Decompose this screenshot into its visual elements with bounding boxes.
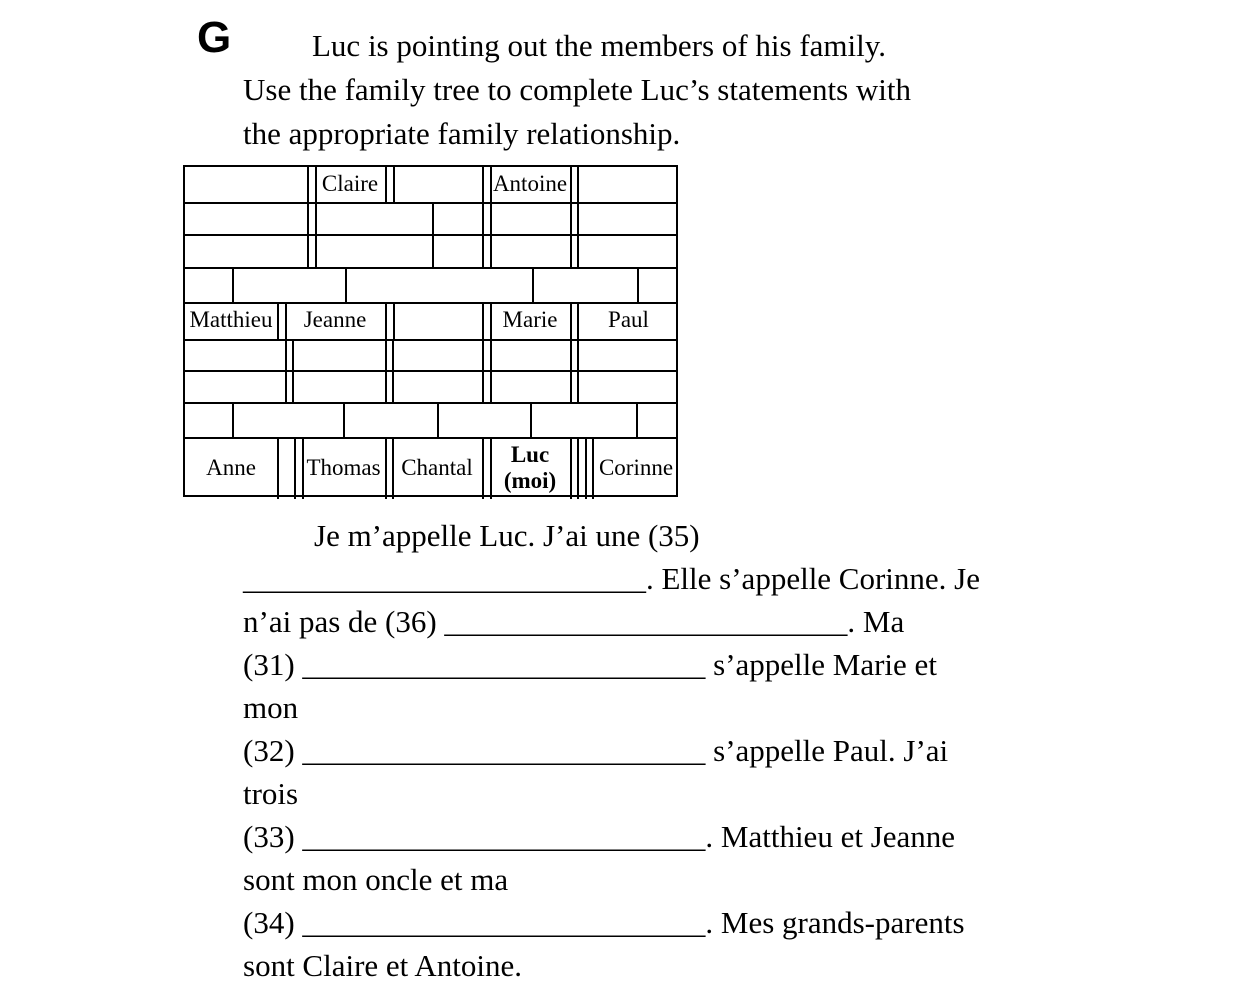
grid-line [285,339,287,370]
grid-line [490,167,492,202]
tree-name-luc-line2: (moi) [503,468,557,493]
grid-line [185,302,676,304]
exercise-line: n’ai pas de (36) __________________________. Ma [243,604,905,639]
grid-line [577,370,579,402]
tree-name-claire: Claire [321,171,379,197]
grid-line [490,370,492,402]
grid-line [532,267,534,302]
exercise-line: __________________________. Elle s’appelle Corinne. Je [243,561,981,596]
tree-name-paul: Paul [608,307,649,333]
exercise-line: mon [243,690,299,725]
grid-line [343,402,345,437]
grid-line [637,267,639,302]
grid-line [393,167,395,202]
tree-name-luc [490,437,570,499]
grid-line [482,339,484,370]
grid-line [577,167,579,202]
grid-line [285,302,287,339]
grid-line [185,339,676,341]
exercise-line: trois [243,776,299,811]
grid-line [432,234,434,267]
grid-line [392,339,394,370]
grid-line [577,202,579,234]
grid-line [577,234,579,267]
grid-line [577,339,579,370]
grid-line [292,370,294,402]
grid-line [482,202,484,234]
exercise-line: Je m’appelle Luc. J’ai une (35) [314,518,700,553]
grid-line [490,302,492,339]
grid-line [393,302,395,339]
grid-line [490,202,492,234]
grid-line [302,437,304,499]
grid-line [392,437,394,499]
grid-line [385,339,387,370]
grid-line [385,370,387,402]
grid-line [570,202,572,234]
grid-line [292,339,294,370]
exercise-line: (31) __________________________ s’appelle Marie et [243,647,937,682]
exercise-text [243,514,980,987]
tree-name-corinne: Corinne [598,454,674,480]
grid-line [285,370,287,402]
exercise-line: (32) __________________________ s’appelle Paul. J’ai [243,733,949,768]
exercise-line: sont mon oncle et ma [243,862,509,897]
family-tree-table [183,165,678,497]
grid-line [307,202,309,234]
grid-line [636,402,638,437]
grid-line [490,339,492,370]
instructions-line: the appropriate family relationship. [243,116,681,151]
grid-line [482,167,484,202]
grid-line [490,437,492,499]
grid-line [385,167,387,202]
tree-name-jeanne: Jeanne [303,307,367,333]
grid-line [232,267,234,302]
grid-line [570,167,572,202]
grid-line [592,437,594,499]
grid-line [315,234,317,267]
grid-line [277,437,279,499]
tree-name-antoine: Antoine [492,171,568,197]
tree-name-anne: Anne [206,454,256,480]
exercise-line: (33) __________________________. Matthieu et Jeanne [243,819,956,854]
grid-line [307,167,309,202]
grid-line [482,234,484,267]
grid-line [185,267,676,269]
grid-line [490,234,492,267]
tree-name-thomas: Thomas [306,454,381,480]
instructions-line: Use the family tree to complete Luc’s statements with [243,72,912,107]
grid-line [185,234,676,236]
grid-line [577,437,579,499]
grid-line [577,302,579,339]
grid-line [437,402,439,437]
grid-line [185,202,676,204]
grid-line [307,234,309,267]
grid-line [185,370,676,372]
grid-line [530,402,532,437]
grid-line [392,370,394,402]
exercise-line: sont Claire et Antoine. [243,948,522,983]
grid-line [482,370,484,402]
instructions [243,24,911,156]
tree-name-matthieu: Matthieu [189,307,273,333]
instructions-line: Luc is pointing out the members of his family. [312,28,886,63]
tree-name-luc-line1: Luc [510,441,550,467]
exercise-line: (34) __________________________. Mes grands-parents [243,905,965,940]
grid-line [277,302,279,339]
section-letter: G [197,13,232,62]
tree-name-marie: Marie [502,307,558,333]
tree-name-chantal: Chantal [401,454,473,480]
grid-line [385,437,387,499]
grid-line [482,437,484,499]
grid-line [570,302,572,339]
grid-line [385,302,387,339]
grid-line [482,302,484,339]
grid-line [570,234,572,267]
grid-line [185,437,676,439]
grid-line [294,437,296,499]
grid-line [585,437,587,499]
grid-line [185,402,676,404]
grid-line [345,267,347,302]
grid-line [315,202,317,234]
grid-line [432,202,434,234]
grid-line [570,339,572,370]
grid-line [315,167,317,202]
grid-line [570,437,572,499]
grid-line [232,402,234,437]
grid-line [570,370,572,402]
